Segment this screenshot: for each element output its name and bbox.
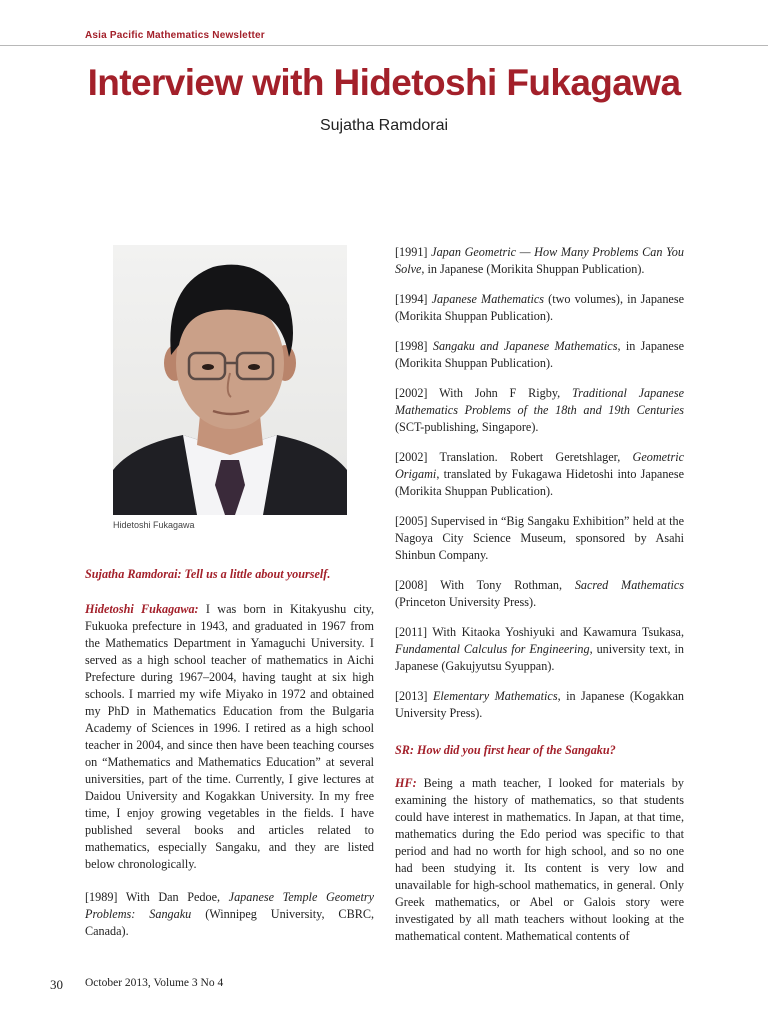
bibliography-2011: [2011] With Kitaoka Yoshiyuki and Kawamura Tsukasa, Fundamental Calculus for Engineering, university text, in Japanese (Gakujyutsu Syuppan).: [395, 625, 685, 673]
book-title: Sangaku and Japanese Mathematics: [432, 339, 618, 353]
answer-2-text: Being a math teacher, I looked for materials by examining the history of mathematics, so that students could have interest in mathematics. In Japan, at that time, mathematics during the Edo period was specific to that period and had no worth for high school, and so no one had been studying it. Its content is very low and unavailable for high-school mathematics, in general. Only Greek mathematics, or Abel or Galois story were investigated by all math teachers without looking at the mathematical content. Mathematical contents of: [395, 776, 684, 943]
question-2: [395, 742, 684, 759]
page-title: Interview with Hidetoshi Fukagawa: [87, 62, 681, 103]
bibliography-2002a: [2002] With John F Rigby, Traditional Japanese Mathematics Problems of the 18th and 19th Centuries (SCT-publishing, Singapore).: [395, 386, 684, 434]
answer-2: [395, 775, 684, 945]
book-title: Japanese Mathematics: [431, 292, 545, 306]
book-title: Japanese Temple Geometry Problems: Sangaku: [85, 890, 374, 921]
answer-2-speaker: HF:: [395, 776, 417, 790]
author-name: Sujatha Ramdorai: [319, 117, 449, 134]
header-rule: [0, 45, 768, 46]
book-title: Fundamental Calculus for Engineering: [395, 642, 590, 656]
question-1-text: Sujatha Ramdorai: Tell us a little about yourself.: [85, 567, 331, 581]
bibliography-2013: [2013] Elementary Mathematics, in Japanese (Kogakkan University Press).: [395, 689, 684, 720]
book-title: Sacred Mathematics: [574, 578, 684, 592]
left-column: [85, 566, 374, 956]
bibliography-2002b: [2002] Translation. Robert Geretshlager, Geometric Origami, translated by Fukagawa Hidetoshi into Japanese (Morikita Shuppan Publication).: [395, 450, 684, 498]
book-title: Traditional Japanese Mathematics Problems of the 18th and 19th Centuries: [395, 386, 684, 417]
bibliography-1994: [1994] Japanese Mathematics (two volumes), in Japanese (Morikita Shuppan Publication).: [395, 292, 684, 323]
book-title: Geometric Origami: [395, 450, 684, 481]
book-title: Japan Geometric — How Many Problems Can You Solve: [395, 245, 684, 276]
right-column: [395, 244, 684, 958]
photo-caption: Hidetoshi Fukagawa: [113, 520, 195, 530]
answer-1: [85, 601, 374, 873]
bibliography-2005: [2005] Supervised in “Big Sangaku Exhibition” held at the Nagoya City Science Museum, sponsored by Asahi Shinbun Company.: [395, 514, 684, 562]
answer-1-text: I was born in Kitakyushu city, Fukuoka prefecture in 1943, and graduated in 1967 from the Mathematics Department in Yamaguchi University. I served as a high school teacher of mathematics in Aichi Prefecture during 1967–2004, having taught at six high schools. I married my wife Miyako in 1972 and obtained my PhD in Mathematics Education from the Bulgaria Academy of Sciences in 1996. I retired as a high school teacher in 2004, and since then have been teaching courses on “Mathematics and Mathematics Education” at several universities, part of the time. Currently, I give lectures at Daidou University and Kogakkan University. In my free time, I enjoy growing vegetables in the fields. I have published several books and articles related to mathematics, especially Sangaku, and they are listed below chronologically.: [85, 602, 374, 871]
issue-info: October 2013, Volume 3 No 4: [85, 977, 224, 989]
bibliography-1989: [1989] With Dan Pedoe, Japanese Temple Geometry Problems: Sangaku (Winnipeg University, CBRC, Canada).: [85, 890, 374, 938]
portrait-illustration: [113, 245, 347, 515]
bibliography-1998: [1998] Sangaku and Japanese Mathematics, in Japanese (Morikita Shuppan Publication).: [395, 339, 684, 370]
bibliography-2008: [2008] With Tony Rothman, Sacred Mathematics (Princeton University Press).: [395, 578, 684, 609]
portrait-photo: [113, 245, 347, 515]
question-1: [85, 566, 374, 583]
book-title: Elementary Mathematics: [432, 689, 558, 703]
question-2-text: SR: How did you first hear of the Sangaku?: [395, 743, 616, 757]
page-number: 30: [50, 977, 63, 992]
newsletter-name: Asia Pacific Mathematics Newsletter: [85, 30, 265, 41]
answer-1-speaker: Hidetoshi Fukagawa:: [85, 602, 199, 616]
bibliography-1991: [1991] Japan Geometric — How Many Problems Can You Solve, in Japanese (Morikita Shuppan Publication).: [395, 245, 684, 276]
